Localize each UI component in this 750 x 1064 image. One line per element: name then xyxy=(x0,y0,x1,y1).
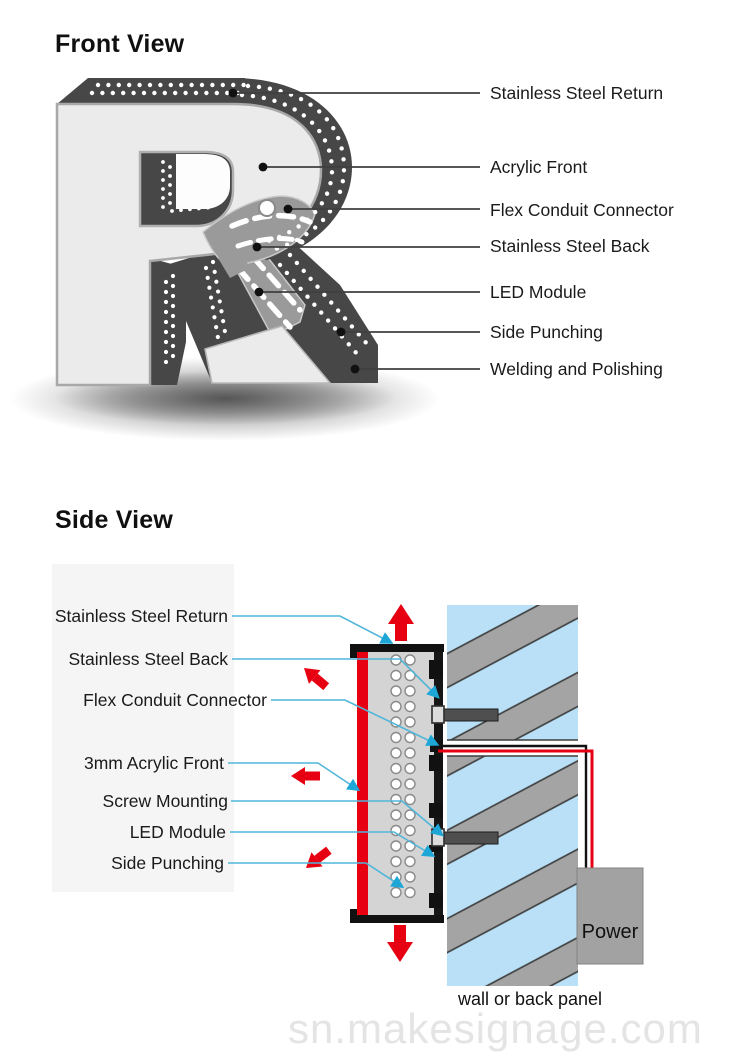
flex-conduit-connector-graphic xyxy=(259,200,275,216)
letter-can-body xyxy=(366,651,438,917)
wall-or-back-panel-label: wall or back panel xyxy=(457,989,603,1009)
side-label-flex-conduit-connector: Flex Conduit Connector xyxy=(83,690,267,710)
side-view-title: Side View xyxy=(55,506,174,534)
front-label-stainless-steel-return: Stainless Steel Return xyxy=(490,83,664,103)
front-label-welding-and-polishing: Welding and Polishing xyxy=(490,359,663,379)
arrow-left xyxy=(291,767,320,785)
side-label-stainless-steel-back: Stainless Steel Back xyxy=(68,649,228,669)
side-label-led-module: LED Module xyxy=(129,822,226,842)
front-label-stainless-steel-back: Stainless Steel Back xyxy=(490,236,650,256)
front-view-title: Front View xyxy=(55,30,185,58)
steel-back-strip xyxy=(434,651,443,917)
front-label-acrylic-front: Acrylic Front xyxy=(490,157,588,177)
side-label-stainless-steel-return: Stainless Steel Return xyxy=(54,606,228,626)
wall-panel-lower xyxy=(447,756,578,986)
acrylic-front-red xyxy=(357,652,368,915)
letter-counter-light xyxy=(176,154,230,209)
side-label-side-punching: Side Punching xyxy=(111,853,224,873)
front-view-letter-r xyxy=(10,78,480,441)
arrow-up xyxy=(388,604,414,641)
side-label-screw-mounting: Screw Mounting xyxy=(102,791,228,811)
power-box-label: Power xyxy=(581,921,639,943)
side-view-diagram xyxy=(52,564,643,986)
front-label-led-module: LED Module xyxy=(490,282,587,302)
arrow-down xyxy=(387,925,413,962)
watermark: sn.makesignage.com xyxy=(288,1005,703,1052)
power-box xyxy=(577,868,643,964)
arrow-down-left xyxy=(300,843,334,875)
arrow-up-left xyxy=(298,661,332,693)
front-label-flex-conduit-connector: Flex Conduit Connector xyxy=(490,200,674,220)
front-label-side-punching: Side Punching xyxy=(490,322,603,342)
side-label-3mm-acrylic-front: 3mm Acrylic Front xyxy=(83,753,224,773)
